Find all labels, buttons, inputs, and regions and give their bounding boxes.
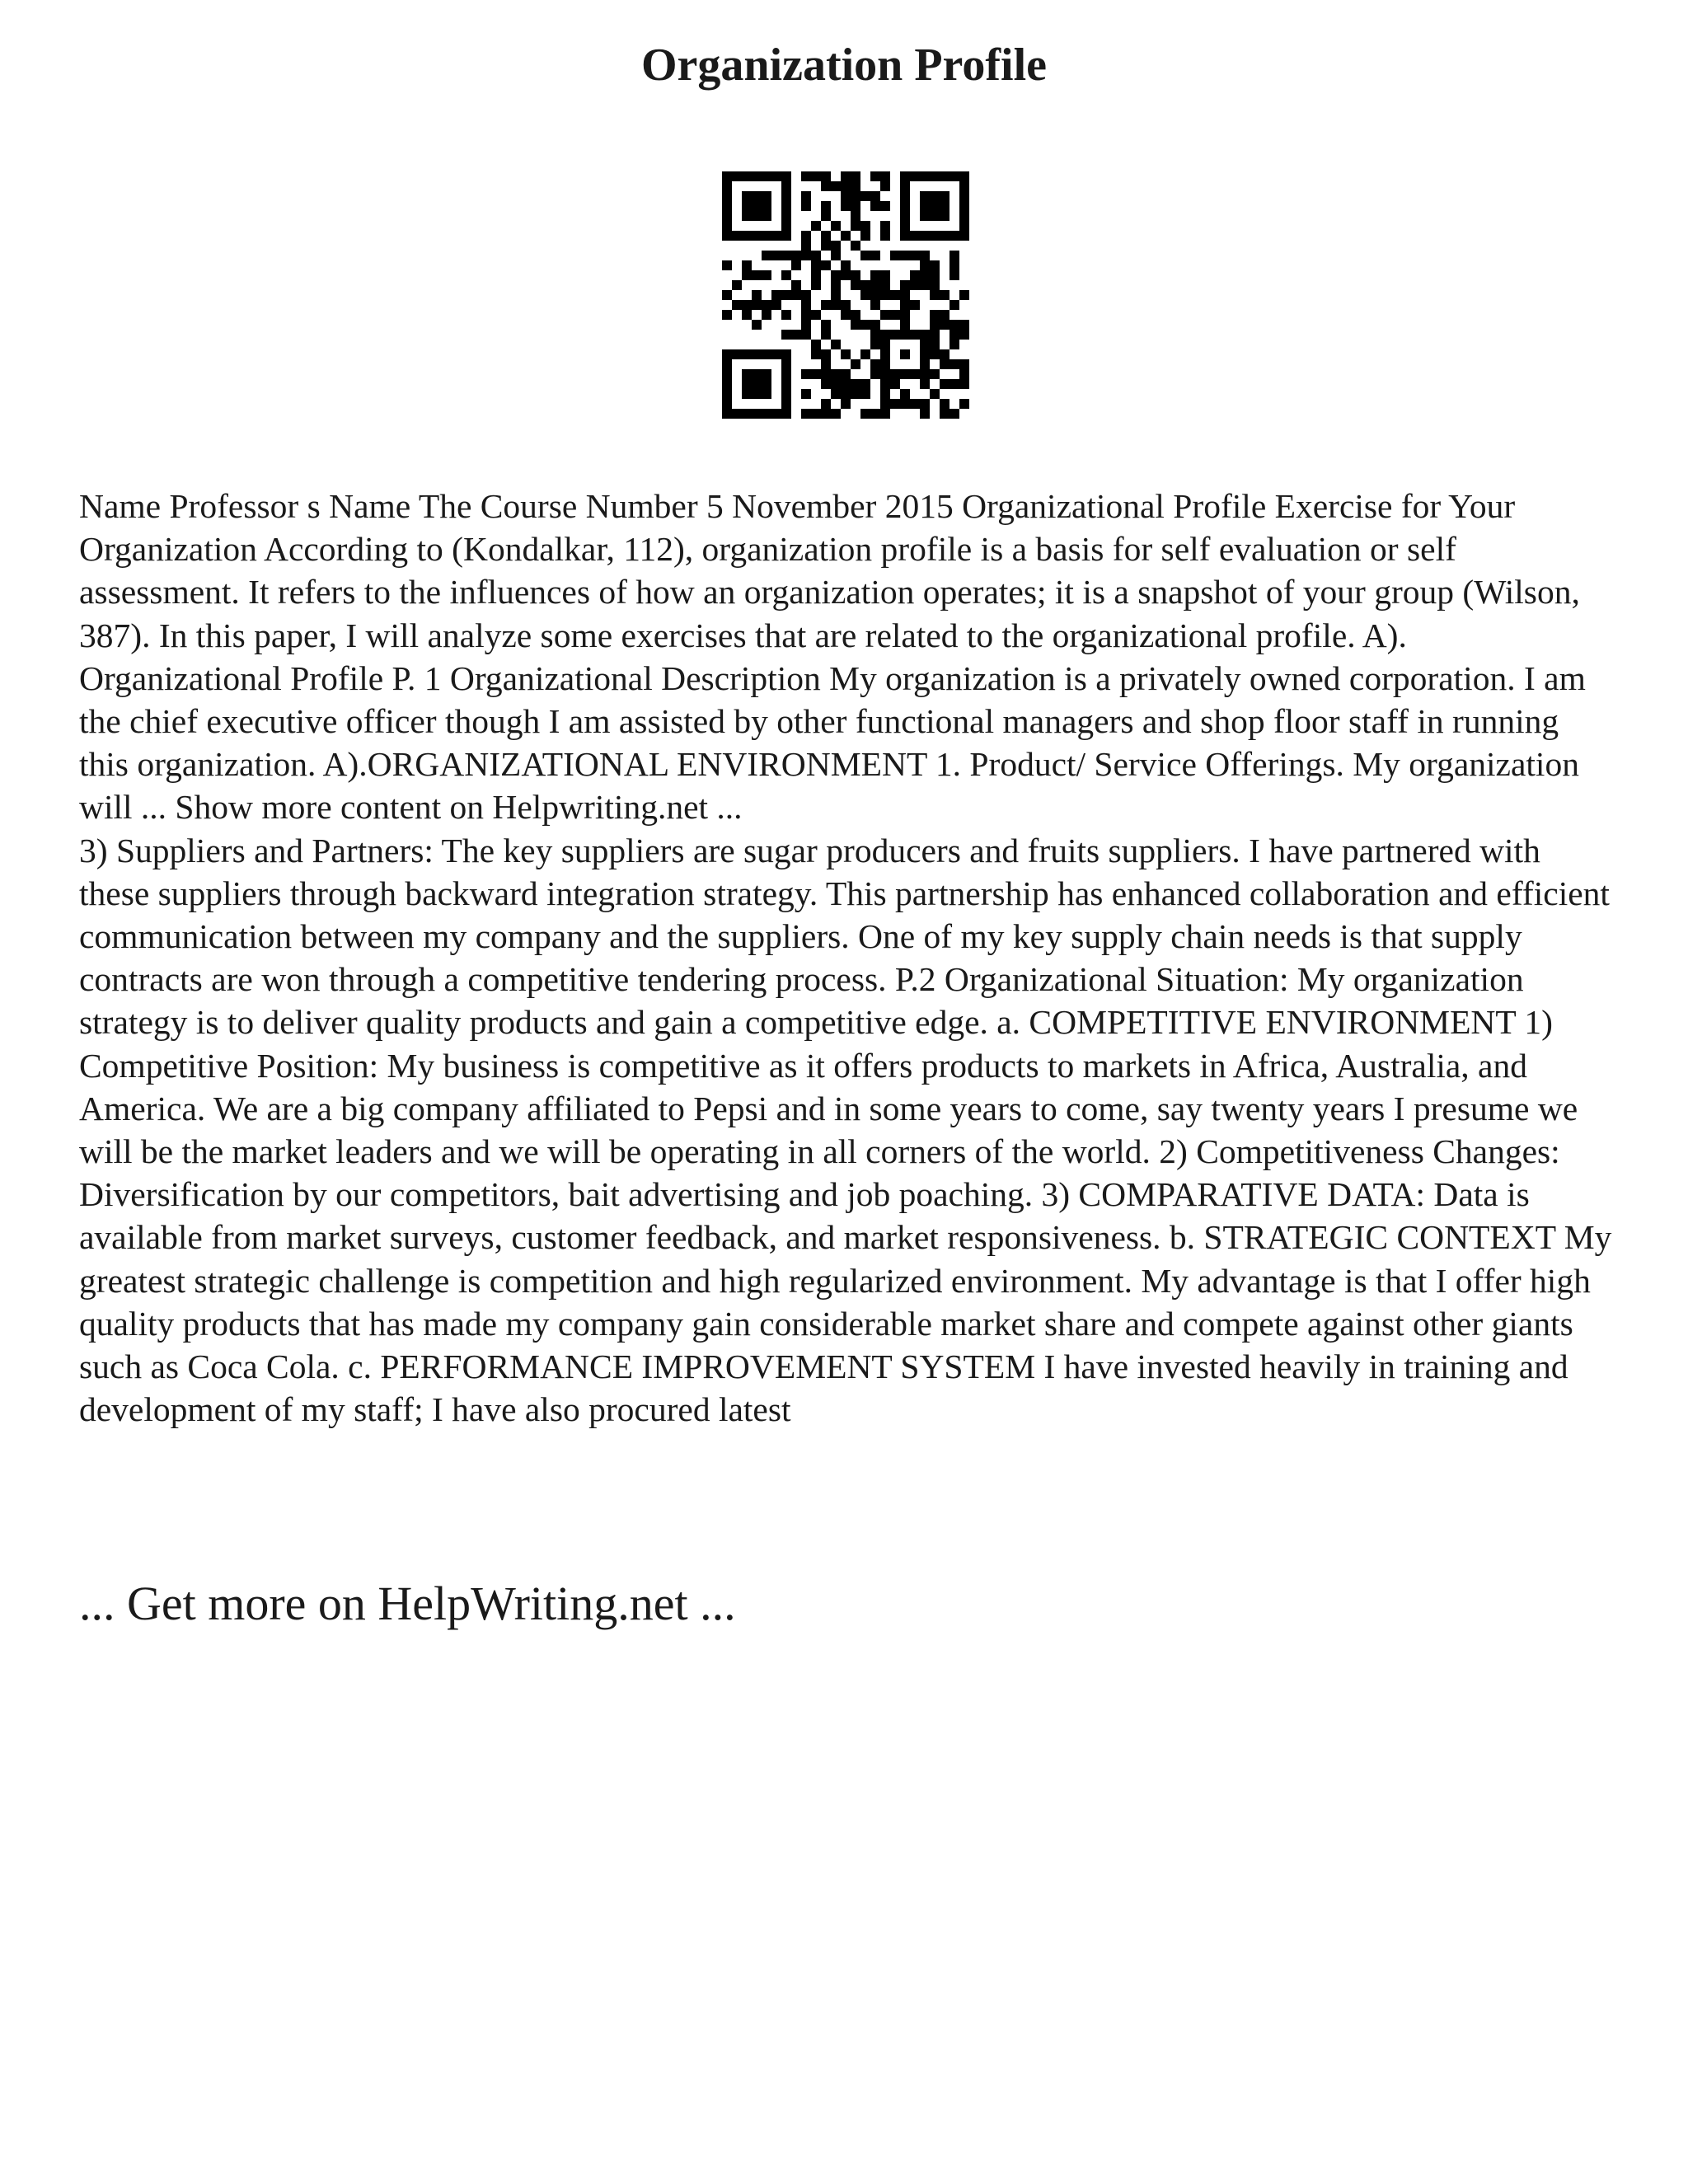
body-paragraph-2: 3) Suppliers and Partners: The key suppliers are sugar producers and fruits suppliers. I have partnered with these suppliers through backward integration strategy. This partnership has enhanced collaboration and efficient communication between my company and the suppliers. One of my key supply chain needs is that supply contracts are won through a competitive tendering process. P.2 Organizational Situation: My organization strategy is to deliver quality products and gain a competitive edge. a. COMPETITIVE ENVIRONMENT 1) Competitive Position: My business is competitive as it offers products to markets in Africa, Australia, and America. We are a big company affiliated to Pepsi and in some years to come, say twenty years I presume we will be the market leaders and we will be operating in all corners of the world. 2) Competitiveness Changes: Diversification by our competitors, bait advertising and job poaching. 3) COMPARATIVE DATA: Data is available from market surveys, customer feedback, and market responsiveness. b. STRATEGIC CONTEXT My greatest strategic challenge is competition and high regularized environment. My advantage is that I offer high quality products that has made my company gain considerable market share and compete against other giants such as Coca Cola. c. PERFORMANCE IMPROVEMENT SYSTEM I have invested heavily in training and development of my staff; I have also procured latest <box>79 831 1612 1429</box>
qr-code-graphic <box>722 171 969 419</box>
document-body <box>79 485 1612 1431</box>
get-more-link[interactable]: ... Get more on HelpWriting.net ... <box>79 1577 736 1630</box>
qr-code-icon[interactable] <box>722 171 969 419</box>
page-title: Organization Profile <box>641 40 1047 91</box>
body-paragraph-1: Name Professor s Name The Course Number 5 November 2015 Organizational Profile Exercise for Your Organization According to (Kondalkar, 112), organization profile is a basis for self evaluation or self assessment. It refers to the influences of how an organization operates; it is a snapshot of your group (Wilson, 387). In this paper, I will analyze some exercises that are related to the organizational profile. A). Organizational Profile P. 1 Organizational Description My organization is a privately owned corporation. I am the chief executive officer though I am assisted by other functional managers and shop floor staff in running this organization. A).ORGANIZATIONAL ENVIRONMENT 1. Product/ Service Offerings. My organization will ... Show more content on Helpwriting.net ... <box>79 487 1586 827</box>
